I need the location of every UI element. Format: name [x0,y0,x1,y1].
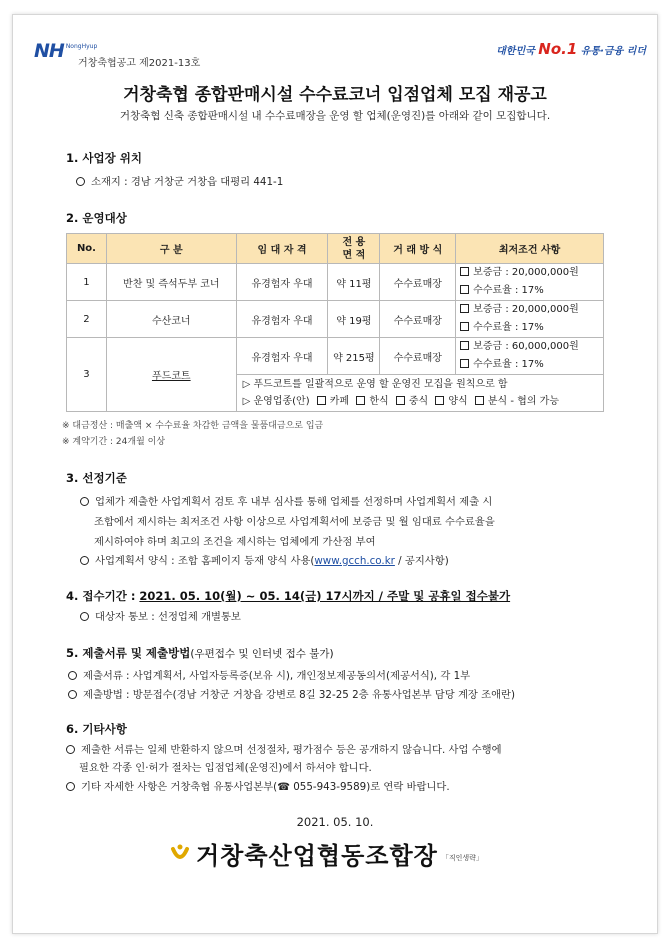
checkbox-square-icon [475,396,484,405]
type-western: 양식 [448,396,468,407]
circle-bullet-icon [66,745,75,754]
fee-rate-text: 수수료율 : 17% [473,285,544,296]
form-text-suffix: / 공지사항) [394,555,449,567]
checkbox-square-icon [460,267,469,276]
signature-name: 거창축산업협동조합장 [196,841,438,870]
cell-no: 2 [67,301,107,338]
notification-text: 대상자 통보 : 선정업체 개별통보 [95,611,241,623]
section-5-heading [66,645,334,661]
cell-category: 푸드코트 [106,338,236,412]
food-court-note-2 [243,393,600,410]
type-korean: 한식 [369,396,389,407]
table-row [67,338,604,375]
cell-qualification: 유경험자 우대 [236,301,328,338]
page-title: 거창축협 종합판매시설 수수료코너 입점업체 모집 재공고 [123,85,547,105]
circle-bullet-icon [68,671,77,680]
cell-category: 반찬 및 즉석두부 코너 [106,264,236,301]
checkbox-square-icon [460,359,469,368]
food-court-note-1: ▷ 푸드코트를 일괄적으로 운영 할 운영진 모집을 원칙으로 함 [242,379,508,390]
period-value: 2021. 05. 10(월) ~ 05. 14(금) 17시까지 / 주말 및 공휴일 접수불가 [139,589,511,603]
method-text: 제출방법 : 방문접수(경남 거창군 거창읍 강변로 8길 32-25 2층 유통사업본부 담당 계장 조애란) [83,689,515,701]
settlement-note: ※ 대금정산 : 매출액 × 수수료율 차감한 금액을 물품대금으로 입금 [62,421,324,431]
checkbox-square-icon [435,396,444,405]
deposit-text: 보증금 : 20,000,000원 [473,267,579,278]
form-text: 사업계획서 양식 : 조합 홈페이지 등재 양식 사용( [95,555,315,567]
selection-item-1-line-3: 제시하여야 하며 최고의 조건을 제시하는 업체에게 가산점 부여 [94,536,376,548]
cell-conditions [456,301,604,338]
contact-text: 기타 자세한 사항은 거창축협 유통사업본부(☎ 055-943-9589)로 연락 바랍니다. [81,781,450,793]
notice-number: 거창축협공고 제2021-13호 [78,58,201,69]
submission-heading: 5. 제출서류 및 제출방법 [66,646,191,660]
section-6-item-1-line-1 [66,741,502,756]
circle-bullet-icon [76,177,85,186]
notice-date: 2021. 05. 10. [296,815,374,829]
type-chinese: 중식 [408,396,429,407]
cell-area: 약 19평 [328,301,380,338]
section-1-item [76,173,283,188]
header-no: No. [67,234,107,264]
cell-method: 수수료매장 [380,301,456,338]
header-conditions: 최저조건 사항 [456,234,604,264]
nh-logo-subtext: NongHyup [65,43,98,50]
deposit-text: 보증금 : 60,000,000원 [473,341,579,352]
checkbox-square-icon [460,304,469,313]
location-text: 소재지 : 경남 거창군 거창읍 대평리 441-1 [91,176,284,188]
misc-text: 제출한 서류는 일체 반환하지 않으며 선정절차, 평가점수 등은 공개하지 않습니다. 사업 수행에 [81,744,502,756]
circle-bullet-icon [80,612,89,621]
cell-method: 수수료매장 [380,264,456,301]
type-cafe: 카페 [329,396,350,407]
seal-omitted: 「직인생략」 [441,853,483,862]
section-3-heading: 3. 선정기준 [66,471,127,485]
cell-conditions [456,264,604,301]
header-category: 구 분 [106,234,236,264]
cell-no: 3 [67,338,107,412]
contract-period-note: ※ 계약기간 : 24개월 이상 [62,437,166,447]
checkbox-square-icon [460,322,469,331]
selection-text: 업체가 제출한 사업계획서 검토 후 내부 심사를 통해 업체를 선정하며 사업계획서 제출 시 [95,496,493,508]
negotiable-text: - 협의 가능 [510,396,559,407]
cell-conditions [456,338,604,375]
header-qualification: 임 대 자 격 [236,234,328,264]
cell-area: 약 11평 [328,264,380,301]
section-6-item-1-line-2: 필요한 각종 인·허가 절차는 입점업체(운영진)에서 하셔야 합니다. [79,762,372,774]
selection-item-1-line-1 [80,493,492,508]
checkbox-square-icon [460,341,469,350]
food-court-note-cell [236,375,603,412]
fee-rate-text: 수수료율 : 17% [473,322,544,333]
circle-bullet-icon [80,556,89,565]
business-types-label: ▷ 운영업종(안) [242,396,310,407]
slogan-no1: No.1 [538,40,578,58]
section-2-heading: 2. 운영대상 [66,211,127,225]
cell-method: 수수료매장 [380,338,456,375]
section-1-heading: 1. 사업장 위치 [66,151,142,165]
type-snack: 분식 [487,396,508,407]
slogan-suffix: 유통·금융 리더 [580,46,646,57]
circle-bullet-icon [68,690,77,699]
section-5-item-1 [68,667,470,682]
selection-item-2 [80,552,449,567]
period-label: 4. 접수기간 : [66,589,140,603]
header-area: 전 용 면 적 [328,234,380,264]
section-4-item [80,608,241,623]
table-row [67,301,604,338]
checkbox-square-icon [460,285,469,294]
checkbox-square-icon [356,396,365,405]
section-4-heading [66,588,510,604]
nh-logo-text: NH [34,40,64,62]
submission-heading-note: (우편접수 및 인터넷 접수 불가) [190,648,334,660]
cell-no: 1 [67,264,107,301]
checkbox-square-icon [396,396,405,405]
homepage-link[interactable]: www.gcch.co.kr [314,555,395,567]
circle-bullet-icon [66,782,75,791]
section-6-heading: 6. 기타사항 [66,722,127,736]
section-5-item-2 [68,686,515,701]
selection-item-1-line-2: 조합에서 제시하는 최저조건 사항 이상으로 사업계획서에 보증금 및 월 임대료 수수료율을 [94,516,495,528]
header-method: 거 래 방 식 [380,234,456,264]
cell-qualification: 유경험자 우대 [236,264,328,301]
documents-text: 제출서류 : 사업계획서, 사업자등록증(보유 시), 개인정보제공동의서(제공서식), 각 1부 [83,670,471,682]
table-row [67,264,604,301]
deposit-text: 보증금 : 20,000,000원 [473,304,579,315]
circle-bullet-icon [80,497,89,506]
checkbox-square-icon [317,396,326,405]
section-6-item-2 [66,778,450,793]
slogan-prefix: 대한민국 [496,46,535,57]
table-header-row [67,234,604,264]
intro-text: 거창축협 신축 종합판매시설 내 수수료매장을 운영 할 업체(운영진)를 아래와 같이 모집합니다. [119,110,551,122]
signature-block [170,836,483,871]
fee-rate-text: 수수료율 : 17% [473,359,544,370]
cell-qualification: 유경험자 우대 [236,338,328,375]
cooperative-emblem-icon [170,843,190,865]
cell-category: 수산코너 [106,301,236,338]
operations-table [66,233,604,412]
slogan [496,40,646,58]
cell-area: 약 215평 [328,338,380,375]
